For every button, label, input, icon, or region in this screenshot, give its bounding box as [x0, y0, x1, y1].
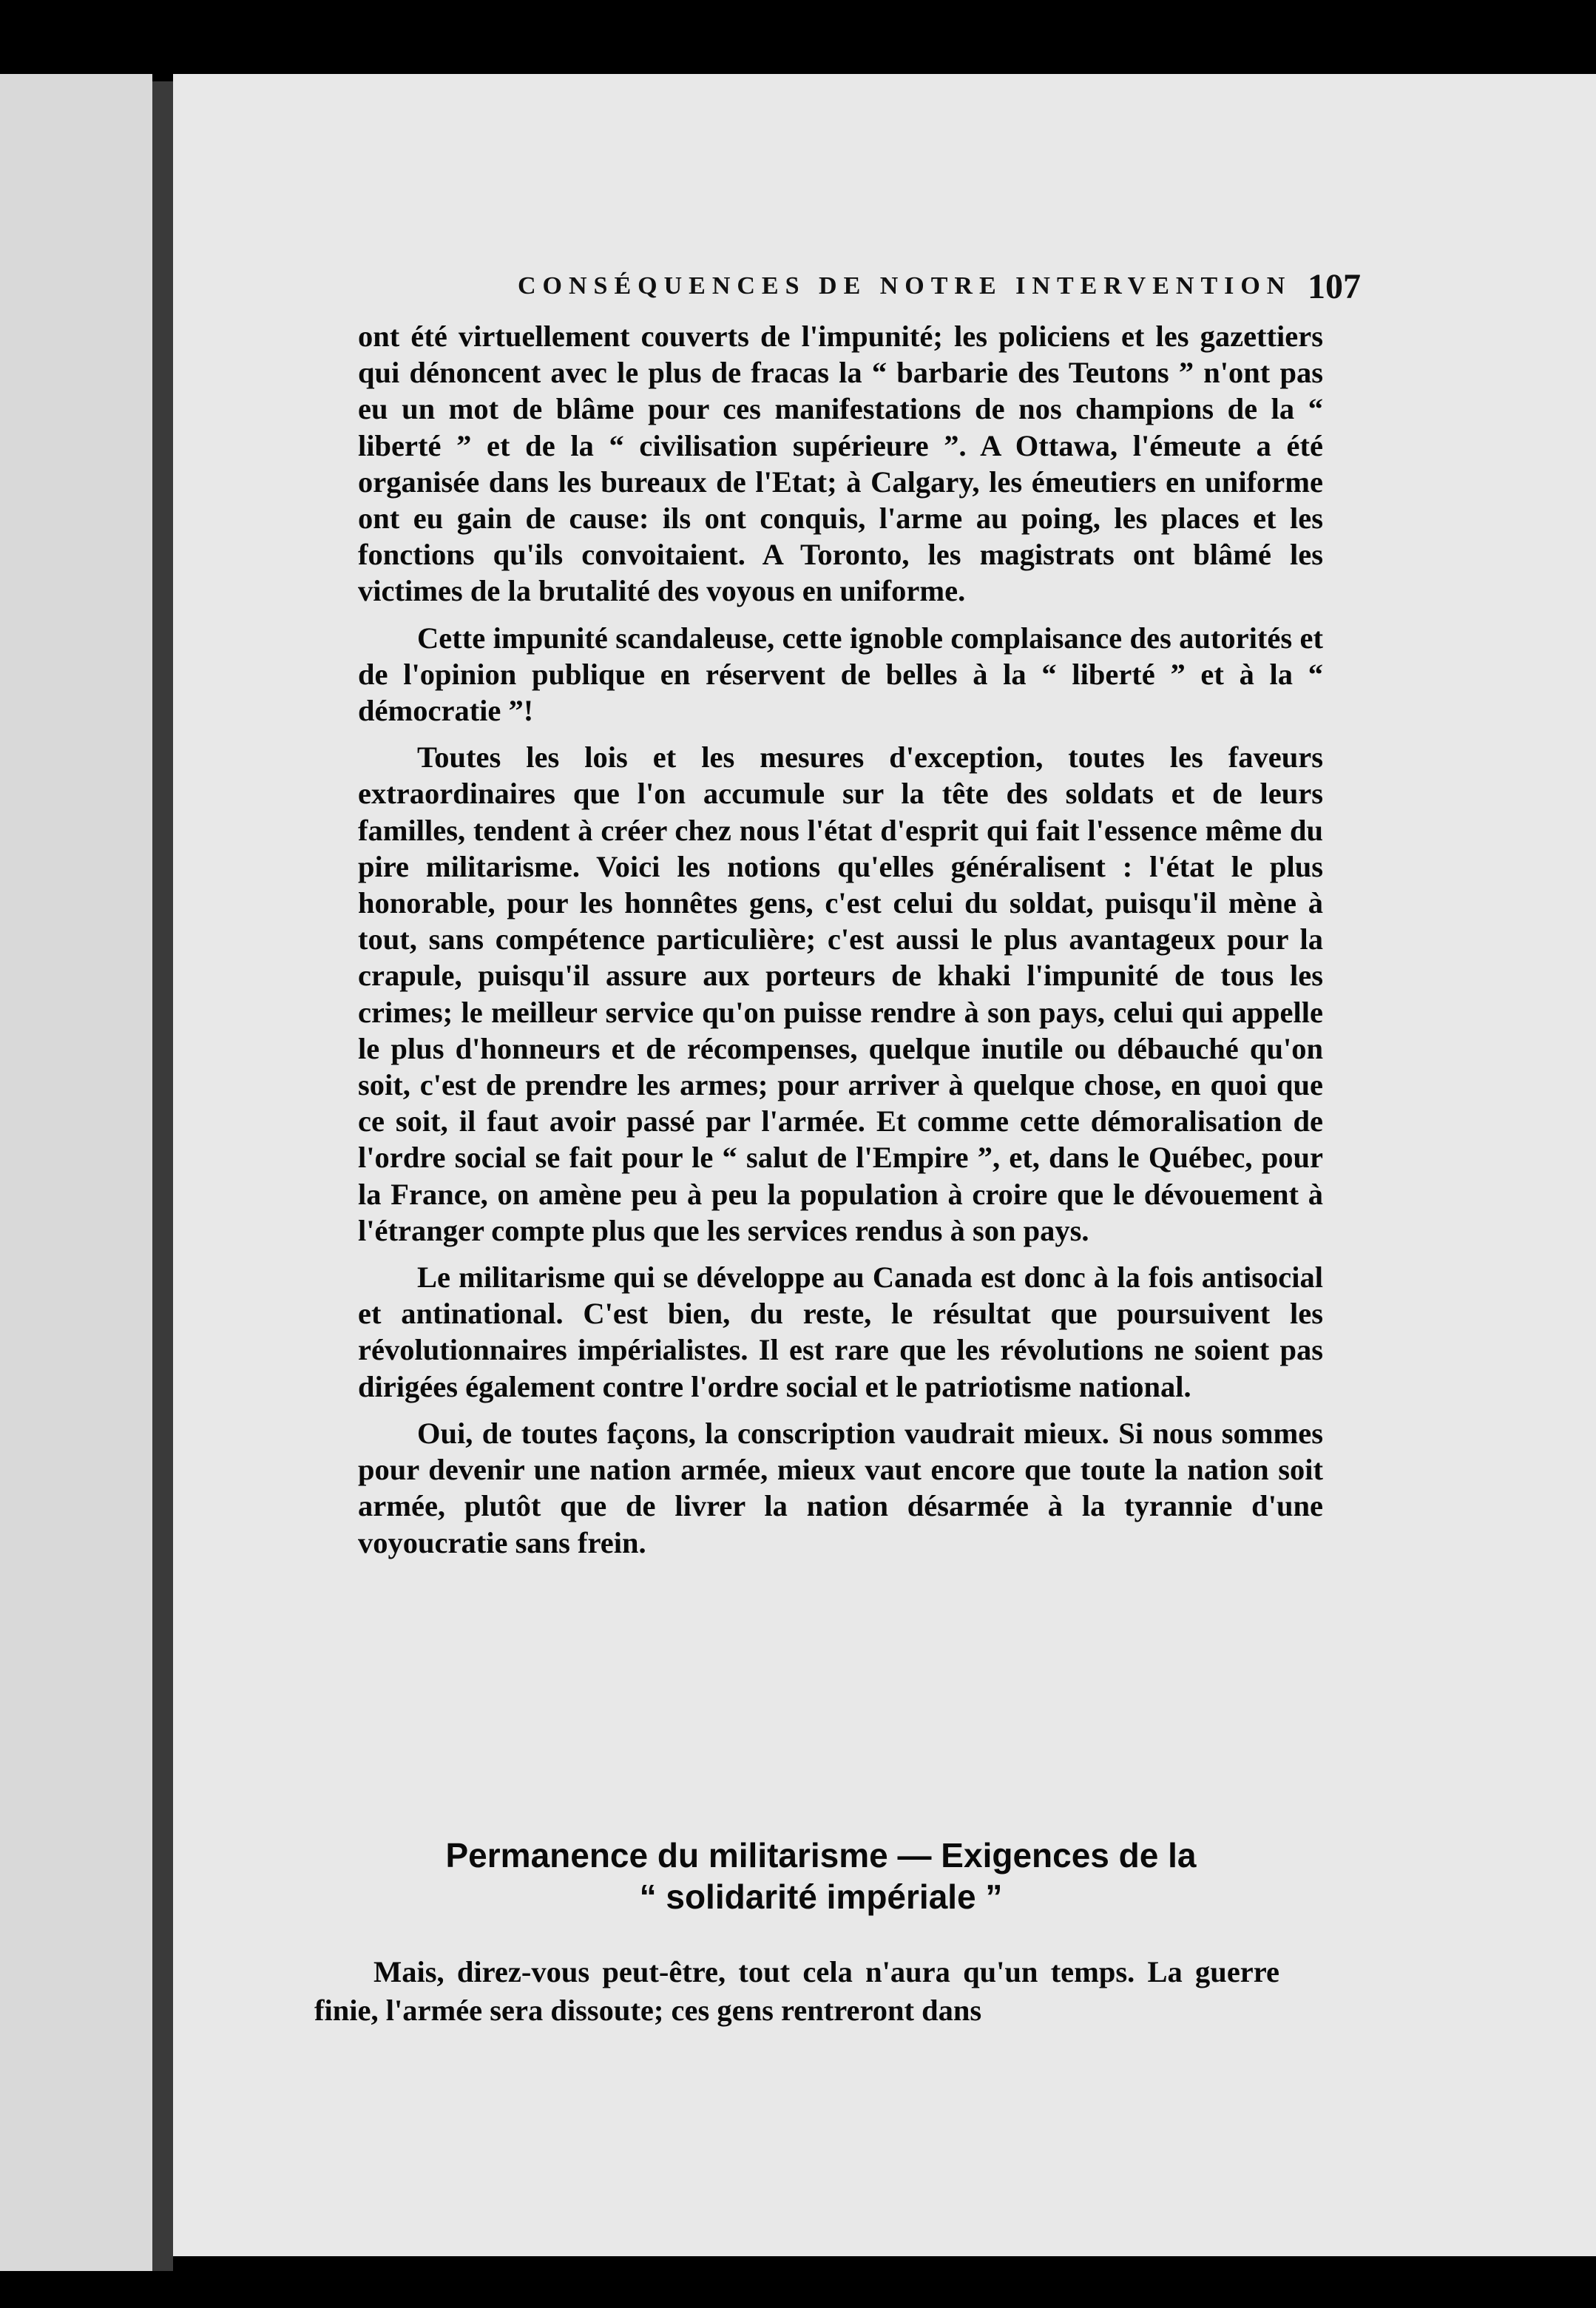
page-number: 107	[1308, 267, 1361, 306]
paragraph: Mais, direz-vous peut-être, tout cela n'aura qu'un temps. La guerre finie, l'armée sera dissoute; ces gens rentreront dans	[314, 1955, 1279, 2027]
book-gutter	[152, 81, 173, 2271]
paragraph: Le militarisme qui se développe au Canada est donc à la fois antisocial et antinational. C'est bien, du reste, le résultat que poursuivent les révolutionnaires impérialistes. Il est rare que les révolutions ne soient pas dirigées également contre l'ordre social et le patriotisme national.	[358, 1261, 1323, 1403]
section-heading	[311, 1835, 1331, 1917]
paragraph: Toutes les lois et les mesures d'exception, toutes les faveurs extraordinaires que l'on accumule sur la tête des soldats et de leurs familles, tendent à créer chez nous l'état d'esprit qui fait l'essence même du pire militarisme. Voici les notions qu'elles généralisent : l'état le plus honorable, pour les honnêtes gens, c'est celui du soldat, puisqu'il mène à tout, sans compétence particulière; c'est aussi le plus avantageux pour la crapule, puisqu'il assure aux porteurs de khaki l'impunité de tous les crimes; le meilleur service qu'on puisse rendre à son pays, celui qui appelle le plus d'honneurs et de récompenses, quelque inutile ou débauché qu'on soit, c'est de prendre les armes; pour arriver à quelque chose, en quoi que ce soit, il faut avoir passé par l'armée. Et comme cette démoralisation de l'ordre social se fait pour le “ salut de l'Empire ”, et, dans le Québec, pour la France, on amène peu à peu la population à croire que le dévouement à l'étranger compte plus que les services rendus à son pays.	[358, 740, 1323, 1247]
paragraph: ont été virtuellement couverts de l'impunité; les policiens et les gazettiers qui dénoncent avec le plus de fracas la “ barbarie des Teutons ” n'ont pas eu un mot de blâme pour ces manifestations de nos champions de la “ liberté ” et de la “ civilisation supérieure ”. A Ottawa, l'émeute a été organisée dans les bureaux de l'Etat; à Calgary, les émeutiers en uniforme ont eu gain de cause: ils ont conquis, l'arme au poing, les places et les fonctions qu'ils convoitaient. A Toronto, les magistrats ont blâmé les victimes de la brutalité des voyous en uniforme.	[358, 320, 1323, 608]
body-text	[358, 318, 1323, 1571]
running-head: CONSÉQUENCES DE NOTRE INTERVENTION	[518, 272, 1292, 300]
left-page-edge	[0, 74, 152, 2271]
paragraph: Cette impunité scandaleuse, cette ignoble complaisance des autorités et de l'opinion publique en réservent de belles à la “ liberté ” et à la “ démocratie ”!	[358, 621, 1323, 728]
paragraph: Oui, de toutes façons, la conscription vaudrait mieux. Si nous sommes pour devenir une nation armée, mieux vaut encore que toute la nation soit armée, plutôt que de livrer la nation désarmée à la tyrannie d'une voyoucratie sans frein.	[358, 1416, 1323, 1559]
section-heading-line: “ solidarité impériale ”	[639, 1877, 1003, 1916]
page-header	[340, 266, 1361, 311]
section-heading-line: Permanence du militarisme — Exigences de la	[445, 1836, 1197, 1875]
body-text-continued	[314, 1953, 1279, 2030]
